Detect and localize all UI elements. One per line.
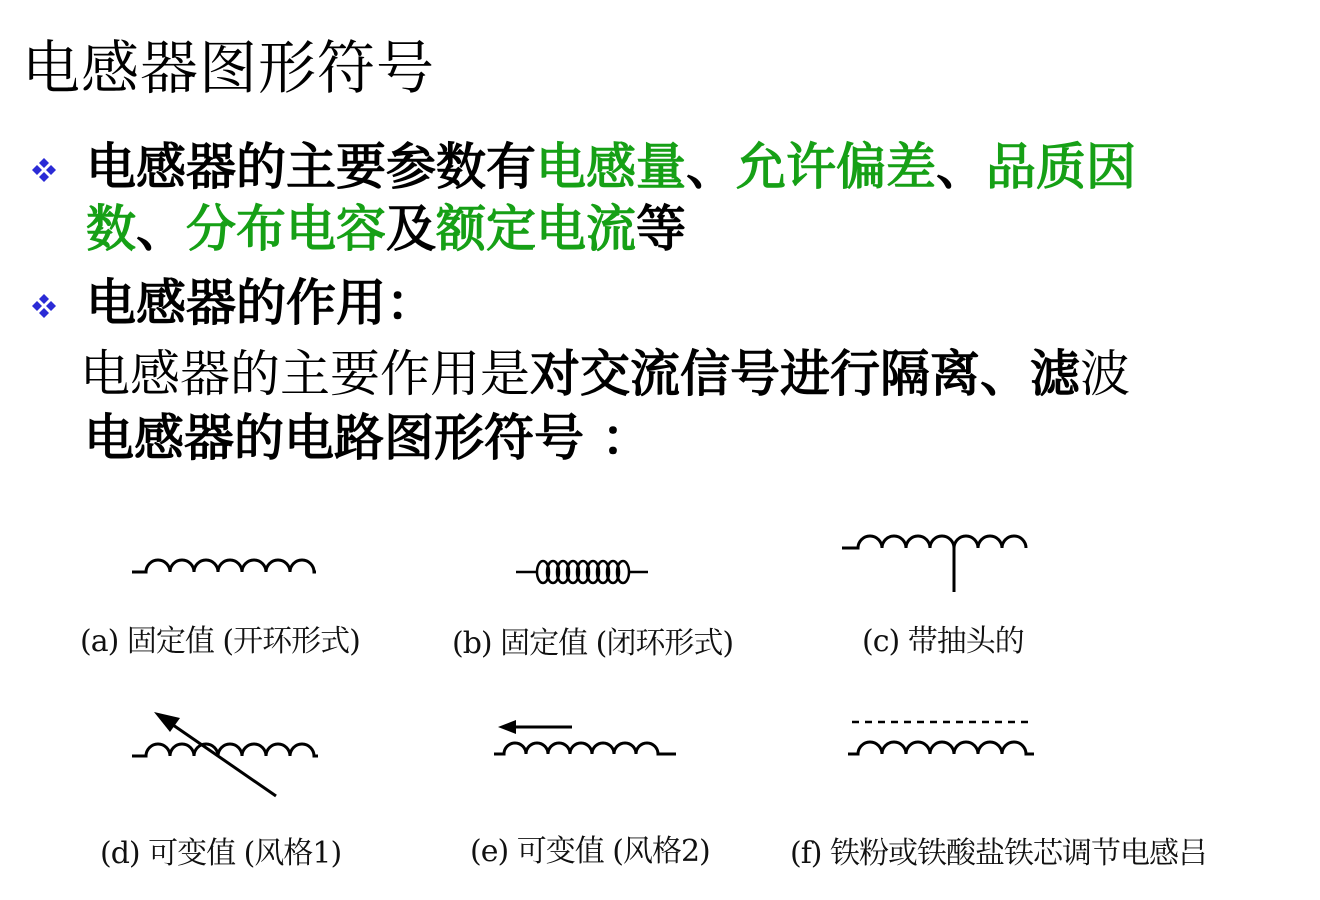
symbol-f-ferrite-core (848, 722, 1034, 754)
param-tolerance: 允许偏差 (736, 138, 936, 196)
purpose-light: 电感器的主要作用是 (80, 345, 530, 403)
param-rated-current: 额定电流 (436, 200, 636, 258)
symbols-heading: 电感器的电路图形符号 ： (84, 409, 652, 467)
separator: 、 (136, 200, 186, 258)
bullet1-suffix: 等 (636, 200, 686, 258)
symbol-c-tapped (842, 536, 1026, 592)
bullet1-prefix: 电感器的主要参数有 (86, 138, 536, 196)
separator: 、 (936, 138, 986, 196)
conjunction: 及 (386, 200, 436, 258)
bullet2-text: 电感器的作用： (86, 274, 436, 332)
separator: 、 (686, 138, 736, 196)
purpose-light-end: 波 (1080, 345, 1130, 403)
param-inductance: 电感量 (536, 138, 686, 196)
purpose-bold: 对交流信号进行隔离、滤 (530, 345, 1080, 403)
caption-c: (c) 带抽头的 (862, 624, 1024, 659)
caption-f: (f) 铁粉或铁酸盐铁芯调节电感吕 (790, 836, 1208, 871)
symbol-b-fixed-closed (516, 561, 648, 583)
symbol-e-variable-2 (494, 720, 676, 754)
param-distributed-capacitance: 分布电容 (186, 200, 386, 258)
page-title: 电感器图形符号 (22, 34, 436, 102)
caption-a: (a) 固定值 (开环形式) (80, 624, 360, 659)
symbol-d-variable-1 (132, 712, 318, 796)
caption-e: (e) 可变值 (风格2) (470, 834, 710, 869)
symbol-a-fixed-open (132, 560, 316, 572)
caption-b: (b) 固定值 (闭环形式) (452, 626, 734, 661)
caption-d: (d) 可变值 (风格1) (100, 836, 342, 871)
param-quality-factor-a: 品质因 (986, 138, 1136, 196)
param-quality-factor-b: 数 (86, 200, 136, 258)
